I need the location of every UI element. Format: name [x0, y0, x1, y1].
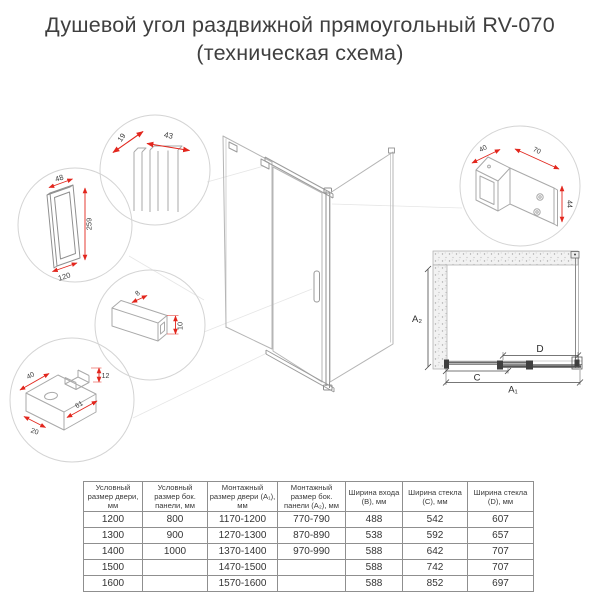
dim-bar-height: 10 — [175, 321, 185, 331]
callout-leader-lines — [129, 166, 462, 418]
table-cell: 1400 — [84, 544, 143, 560]
table-cell: 697 — [468, 576, 534, 592]
table-cell — [143, 576, 208, 592]
main-enclosure-drawing — [223, 136, 395, 392]
column-header-entry-width: Ширина входа (B), мм — [346, 482, 403, 512]
column-header-glass-d: Ширина стекла (D), мм — [468, 482, 534, 512]
dim-guide-length: 61 — [74, 400, 85, 411]
table-cell: 1300 — [84, 528, 143, 544]
table-cell: 1470-1500 — [208, 560, 278, 576]
plan-view — [412, 251, 583, 396]
sliding-door-glass — [273, 167, 322, 382]
dim-handle-depth: 120 — [56, 270, 72, 283]
table-cell: 800 — [143, 512, 208, 528]
side-panel-glass — [330, 152, 393, 382]
table-cell: 488 — [346, 512, 403, 528]
table-cell: 538 — [346, 528, 403, 544]
title-line-2: (техническая схема) — [196, 40, 404, 65]
dim-guide-height: 12 — [101, 373, 110, 380]
door-handle — [314, 271, 320, 302]
table-cell: 657 — [468, 528, 534, 544]
table-row — [84, 544, 534, 560]
table-cell: 1170-1200 — [208, 512, 278, 528]
handle-callout-circle — [18, 168, 132, 282]
side-panel-top-bracket — [389, 148, 395, 153]
table-cell: 607 — [468, 512, 534, 528]
plan-label-d: D — [536, 344, 544, 355]
table-row — [84, 576, 534, 592]
top-rail — [265, 157, 333, 198]
column-header-glass-c: Ширина стекла (C), мм — [403, 482, 468, 512]
table-cell: 900 — [143, 528, 208, 544]
plan-label-c: C — [473, 372, 481, 384]
plan-label-a2: A₂ — [411, 314, 423, 325]
plan-side-panel — [571, 252, 579, 369]
table-cell: 742 — [403, 560, 468, 576]
table-cell: 588 — [346, 544, 403, 560]
column-header-door-mount: Монтажный размер двери (A₁), мм — [208, 482, 278, 512]
corner-post — [324, 188, 333, 390]
table-cell: 592 — [403, 528, 468, 544]
table-cell: 642 — [403, 544, 468, 560]
dim-bar-thickness: 8 — [134, 289, 142, 298]
table-cell — [278, 576, 346, 592]
table-cell: 770-790 — [278, 512, 346, 528]
wall-bracket-left — [229, 142, 237, 152]
table-cell: 852 — [403, 576, 468, 592]
fixed-panel-glass — [223, 136, 272, 349]
table-cell: 970-990 — [278, 544, 346, 560]
title-line-1: Душевой угол раздвижной прямоугольный RV-070 — [45, 13, 555, 37]
profile-callout-circle — [100, 115, 210, 225]
plan-door-rail — [444, 357, 582, 370]
table-cell: 588 — [346, 576, 403, 592]
dim-guide-depth: 20 — [29, 427, 40, 437]
dim-bracket-height: 44 — [565, 200, 573, 208]
plan-top-wall — [433, 251, 578, 265]
column-header-door-size: Условный размер двери, мм — [84, 482, 143, 512]
table-cell: 1370-1400 — [208, 544, 278, 560]
table-header-row — [84, 482, 534, 512]
table-row — [84, 528, 534, 544]
table-cell: 707 — [468, 560, 534, 576]
table-cell: 1000 — [143, 544, 208, 560]
guide-callout-circle — [10, 338, 134, 462]
table-cell: 1270-1300 — [208, 528, 278, 544]
table-cell — [143, 560, 208, 576]
wall-profile-detail — [113, 130, 190, 212]
top-bar-detail — [112, 290, 185, 341]
dim-bracket-width: 70 — [531, 146, 542, 156]
dim-handle-width: 48 — [53, 172, 65, 184]
table-cell: 542 — [403, 512, 468, 528]
bottom-guide-detail — [20, 368, 109, 437]
plan-left-wall — [433, 265, 447, 369]
table-cell: 1200 — [84, 512, 143, 528]
table-cell: 588 — [346, 560, 403, 576]
dim-handle-height: 259 — [84, 217, 94, 231]
dimensions-table — [83, 481, 534, 592]
dim-profile-thickness: 19 — [115, 131, 128, 144]
table-cell: 1500 — [84, 560, 143, 576]
dim-guide-width: 40 — [25, 371, 36, 382]
table-cell: 707 — [468, 544, 534, 560]
column-header-panel-size: Условный размер бок. панели, мм — [143, 482, 208, 512]
dim-bracket-depth: 40 — [478, 144, 489, 155]
table-cell — [278, 560, 346, 576]
table-row — [84, 512, 534, 528]
dim-profile-width: 43 — [163, 130, 174, 141]
table-cell: 1570-1600 — [208, 576, 278, 592]
table-row — [84, 560, 534, 576]
column-header-panel-mount: Монтажный размер бок. панели (A₂), мм — [278, 482, 346, 512]
plan-label-a1: A₁ — [508, 384, 518, 396]
corner-bracket-detail — [472, 144, 573, 226]
table-cell: 870-890 — [278, 528, 346, 544]
table-cell: 1600 — [84, 576, 143, 592]
handle-detail — [47, 173, 94, 283]
